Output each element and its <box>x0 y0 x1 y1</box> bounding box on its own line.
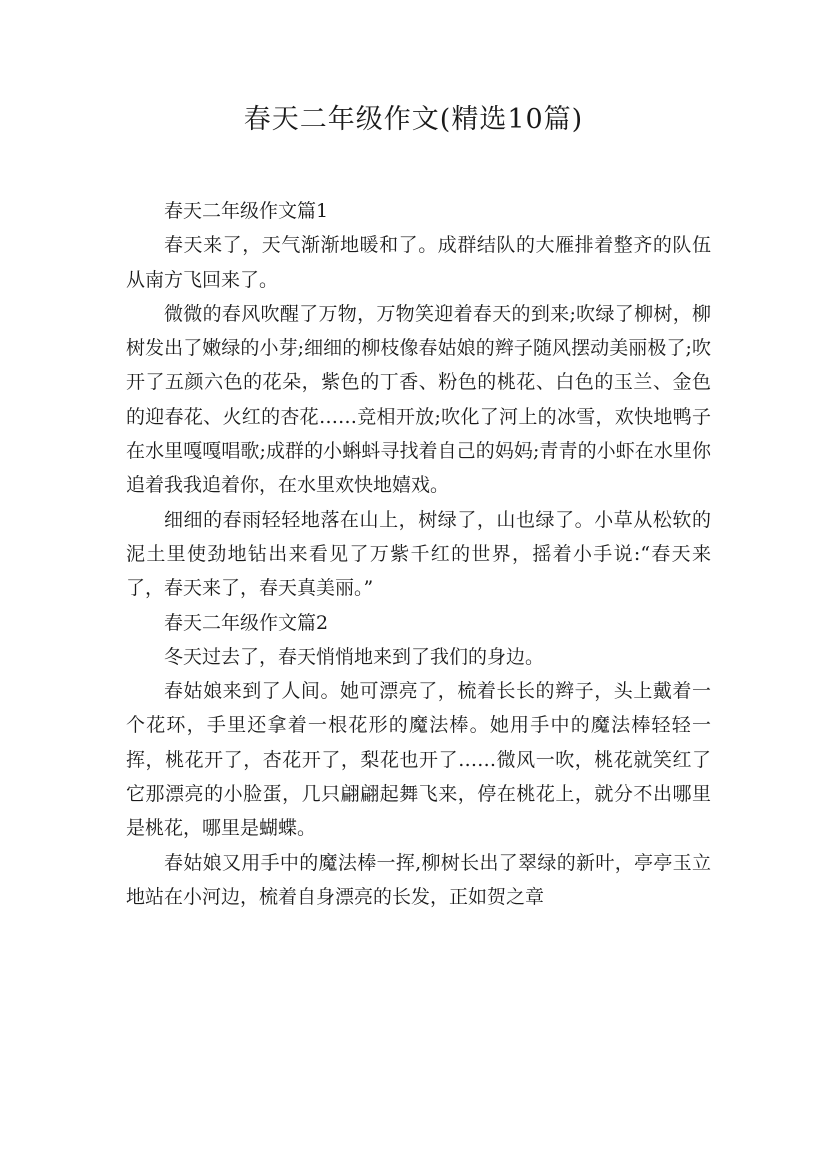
paragraph: 春姑娘又用手中的魔法棒一挥,柳树长出了翠绿的新叶，亭亭玉立地站在小河边，梳着自身漂亮的长发，正如贺之章 <box>126 851 711 908</box>
paragraph: 春天来了，天气渐渐地暖和了。成群结队的大雁排着整齐的队伍从南方飞回来了。 <box>126 234 711 291</box>
paragraph: 冬天过去了，春天悄悄地来到了我们的身边。 <box>164 645 545 668</box>
document-title: 春天二年级作文(精选10篇) <box>243 104 584 135</box>
paragraph: 细细的春雨轻轻地落在山上，树绿了，山也绿了。小草从松软的泥土里使劲地钻出来看见了万紫千红的世界，摇着小手说:“春天来了，春天来了，春天真美丽。” <box>126 508 711 600</box>
document-body <box>126 194 711 914</box>
section-heading: 春天二年级作文篇1 <box>164 200 329 222</box>
section-heading: 春天二年级作文篇2 <box>164 611 329 634</box>
paragraph: 春姑娘来到了人间。她可漂亮了，梳着长长的辫子，头上戴着一个花环，手里还拿着一根花形的魔法棒。她用手中的魔法棒轻轻一挥，桃花开了，杏花开了，梨花也开了……微风一吹，桃花就笑红了它那漂亮的小脸蛋，几只翩翩起舞飞来，停在桃花上，就分不出哪里是桃花，哪里是蝴蝶。 <box>126 680 711 840</box>
paragraph: 微微的春风吹醒了万物，万物笑迎着春天的到来;吹绿了柳树，柳树发出了嫩绿的小芽;细细的柳枝像春姑娘的辫子随风摆动美丽极了;吹开了五颜六色的花朵，紫色的丁香、粉色的桃花、白色的玉兰、金色的迎春花、火红的杏花……竞相开放;吹化了河上的冰雪，欢快地鸭子在水里嘎嘎唱歌;成群的小蝌蚪寻找着自己的妈妈;青青的小虾在水里你追着我我追着你，在水里欢快地嬉戏。 <box>126 302 711 497</box>
